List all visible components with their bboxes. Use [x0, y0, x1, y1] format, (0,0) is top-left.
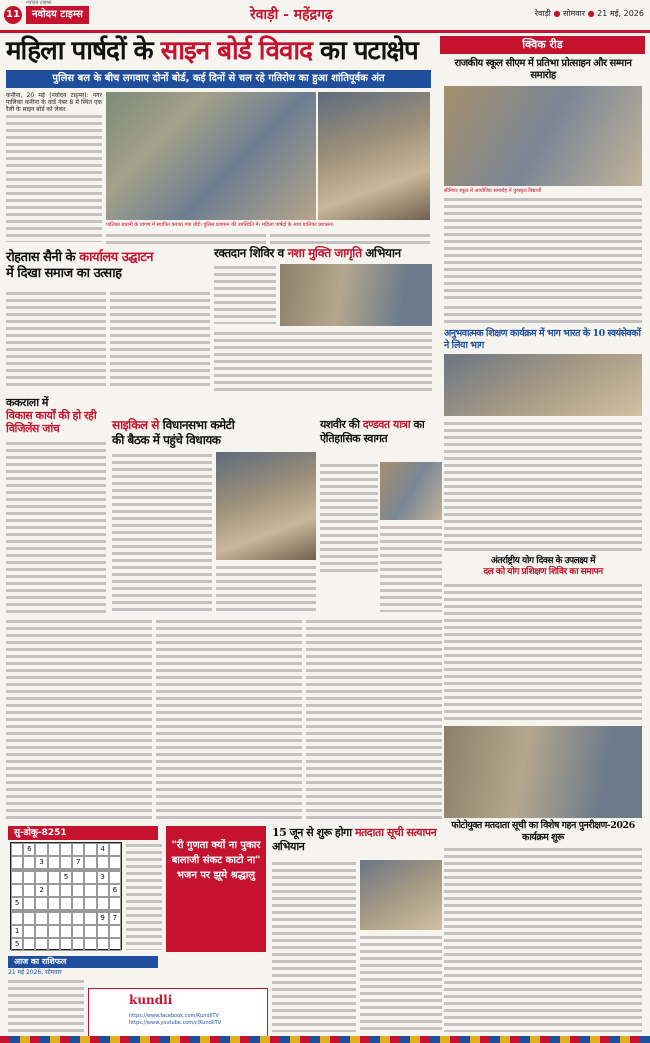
- misc-text-1: [6, 618, 152, 820]
- misc-text-2: [156, 618, 302, 820]
- quote-box: "री गुणता क्यों ना पुकार बालाजी संकट काटो ना" भजन पर झूमे श्रद्धालु: [166, 826, 266, 952]
- experiential-text: [444, 420, 642, 552]
- sudoku-cell: [23, 938, 35, 951]
- sudoku-cell: 7: [72, 856, 84, 869]
- page-number: 11: [4, 6, 22, 24]
- sudoku-cell: [109, 897, 121, 910]
- sudoku-cell: [35, 925, 47, 938]
- sudoku-cell: [97, 925, 109, 938]
- sudoku-cell: [60, 912, 72, 925]
- cycle-headline-part3: की बैठक में पहुंचे विधायक: [112, 433, 221, 447]
- sudoku-cell: [35, 897, 47, 910]
- sudoku-cell: [11, 871, 23, 884]
- rohtas-headline-part1: रोहतास सैनी के: [6, 250, 76, 265]
- yatra-headline: [320, 418, 442, 446]
- sudoku-cell: [11, 912, 23, 925]
- blood-text-2: [214, 330, 432, 392]
- masthead-rule: [0, 30, 650, 33]
- brand-logo: नवोदय टाइम्स: [26, 6, 89, 24]
- rohtas-text-2: [110, 290, 210, 390]
- sudoku-cell: 6: [109, 884, 121, 897]
- sudoku-cell: [72, 897, 84, 910]
- sudoku-cell: [97, 897, 109, 910]
- yatra-headline-part3: का ऐतिहासिक स्वागत: [320, 418, 425, 445]
- quick-read-caption: सीनियर स्कूल में आयोजित समारोह में पुरस्कृत विद्यार्थी: [444, 188, 542, 194]
- rashifal-title: आज का राशिफल: [8, 956, 158, 968]
- rohtas-headline-part2: कार्यालय उद्घाटन: [79, 250, 153, 265]
- main-headline-part3: का पटाक्षेप: [320, 36, 418, 66]
- main-story-text-3: [270, 232, 430, 246]
- cycle-headline: [112, 418, 322, 448]
- yatra-headline-part2: दण्डवत यात्रा: [362, 418, 411, 431]
- voter-list-photo: [444, 726, 642, 818]
- main-photo-caption: पालिका प्रधानी के प्रांगण में स्थापित कराया गया बोर्ड। पुलिस प्रशासन की उपस्थिति में। महिला पार्षदों के साथ पालिका प्रशासन।: [106, 222, 334, 228]
- sudoku-cell: [97, 938, 109, 951]
- sudoku-cell: [109, 843, 121, 856]
- edition-title: रेवाड़ी - महेंद्रगढ़: [250, 7, 333, 23]
- sudoku-cell: [48, 925, 60, 938]
- rashifal-text: [8, 978, 84, 1034]
- sudoku-grid: [10, 842, 122, 950]
- sudoku-cell: [84, 843, 96, 856]
- main-story-lead: कनीना, 20 मई (नवोदय टाइम्स): नगर पालिका कनीना के वार्ड नंबर 8 में स्थित एक रैली के साइन बोर्ड को लेकर: [6, 92, 102, 113]
- sudoku-cell: [48, 884, 60, 897]
- sudoku-cell: 9: [97, 912, 109, 925]
- yoga-headline-line1: अंतर्राष्ट्रीय योग दिवस के उपलक्ष्य में: [491, 556, 595, 566]
- sudoku-title: सु-डोकू-8251: [8, 826, 158, 840]
- cycle-text: [112, 452, 212, 612]
- voter-headline-part2: मतदाता सूची सत्यापन: [354, 826, 437, 839]
- kundli-ad[interactable]: [88, 988, 268, 1040]
- sudoku-cell: [23, 912, 35, 925]
- dateline-separator: ●: [587, 9, 595, 18]
- yatra-photo: [380, 462, 442, 520]
- sudoku-cell: [60, 925, 72, 938]
- sudoku-cell: [11, 884, 23, 897]
- ad-logo: kundli: [129, 993, 173, 1007]
- cycle-headline-part2: विधानसभा कमेटी: [162, 418, 235, 432]
- sudoku-cell: 2: [35, 884, 47, 897]
- main-deck: पुलिस बल के बीच लगवाए दोनों बोर्ड, कई दिनों से चल रहे गतिरोध का हुआ शांतिपूर्वक अंत: [6, 70, 431, 88]
- sudoku-cell: [11, 843, 23, 856]
- ad-link-youtube[interactable]: https://www.youtube.com/c/KundliTV: [129, 1020, 222, 1026]
- experiential-headline: अनुभवात्मक शिक्षण कार्यक्रम में भाग भारत के 10 स्वयंसेवकों ने लिया भाग: [444, 328, 641, 351]
- sudoku-cell: [48, 938, 60, 951]
- cycle-headline-part1: साइकिल से: [112, 418, 159, 432]
- main-headline-part1: महिला पार्षदों के: [6, 36, 153, 66]
- sudoku-cell: [72, 938, 84, 951]
- sudoku-cell: [72, 912, 84, 925]
- dateline-date: 21 मई, 2026: [597, 9, 644, 18]
- voter-text-2: [360, 934, 442, 1032]
- sudoku-cell: [60, 884, 72, 897]
- sudoku-cell: [97, 884, 109, 897]
- voter-headline-part1: 15 जून से शुरू होगा: [272, 826, 352, 839]
- sudoku-cell: [35, 938, 47, 951]
- rohtas-text: [6, 290, 106, 390]
- main-story-text-2: [106, 232, 266, 246]
- cycle-photo: [216, 452, 316, 560]
- blood-photo: [280, 264, 432, 326]
- sudoku-cell: 3: [97, 871, 109, 884]
- main-headline: [6, 36, 431, 66]
- kakrala-headline-part2: विकास कार्यों की हो रही विजिलेंस जांच: [6, 409, 97, 435]
- sudoku-cell: [48, 856, 60, 869]
- misc-text-3: [306, 618, 442, 820]
- ad-link-facebook[interactable]: https://www.facebook.com/KundliTV: [129, 1013, 219, 1019]
- sudoku-cell: [109, 938, 121, 951]
- sudoku-cell: [72, 871, 84, 884]
- sudoku-cell: [84, 925, 96, 938]
- experiential-photo: [444, 354, 642, 416]
- quick-read-text: [444, 196, 642, 300]
- ad-links: [129, 1013, 221, 1027]
- quick-read-title: क्विक रीड: [440, 36, 645, 54]
- blood-headline-part2: नशा मुक्ति जागृति: [287, 246, 362, 260]
- sudoku-cell: [84, 938, 96, 951]
- photo-voter-headline: फोटोयुक्त मतदाता सूची का विशेष गहन पुनरीक्षण-2026 कार्यक्रम शुरू: [451, 820, 635, 843]
- sudoku-cell: [48, 912, 60, 925]
- rohtas-headline: [6, 250, 206, 282]
- sudoku-cell: 4: [97, 843, 109, 856]
- sudoku-instructions: [126, 842, 162, 950]
- sudoku-cell: 3: [35, 856, 47, 869]
- sudoku-cell: [97, 856, 109, 869]
- voter-headline-part3: अभियान: [272, 840, 305, 853]
- right-text-3: [444, 304, 642, 326]
- sudoku-cell: [35, 843, 47, 856]
- sudoku-cell: [72, 925, 84, 938]
- quick-read-photo: [444, 86, 642, 186]
- voter-photo: [360, 860, 442, 930]
- sudoku-cell: 5: [11, 897, 23, 910]
- yatra-headline-part1: यशवीर की: [320, 418, 360, 431]
- blood-headline: [214, 246, 434, 261]
- main-story-photo-2: [318, 92, 430, 220]
- sudoku-cell: [35, 912, 47, 925]
- sudoku-cell: [48, 871, 60, 884]
- sudoku-cell: [23, 856, 35, 869]
- sudoku-cell: [84, 912, 96, 925]
- sudoku-cell: 5: [60, 871, 72, 884]
- masthead: [0, 0, 650, 30]
- sudoku-cell: [23, 925, 35, 938]
- dateline-day: सोमवार: [562, 9, 586, 18]
- yatra-text: [320, 462, 378, 572]
- rashifal-date: 21 मई 2026, सोमवार: [8, 969, 62, 976]
- sudoku-cell: [60, 938, 72, 951]
- blood-headline-part1: रक्तदान शिविर व: [214, 246, 284, 260]
- yoga-headline-line2: दल को योग प्रशिक्षण शिविर का समापन: [483, 567, 603, 577]
- sudoku-cell: 1: [11, 925, 23, 938]
- sudoku-cell: [72, 884, 84, 897]
- sudoku-cell: [84, 884, 96, 897]
- photo-voter-text: [444, 846, 642, 1032]
- sudoku-cell: [109, 871, 121, 884]
- sudoku-cell: [60, 897, 72, 910]
- text-lines: [6, 113, 102, 242]
- sudoku-cell: [84, 897, 96, 910]
- kakrala-headline-part1: ककराला में: [6, 396, 48, 409]
- yatra-text-2: [380, 524, 442, 612]
- sudoku-cell: [109, 856, 121, 869]
- sudoku-cell: [35, 871, 47, 884]
- sudoku-cell: [84, 856, 96, 869]
- rohtas-headline-part3: में दिखा समाज का उत्साह: [6, 266, 122, 281]
- sudoku-cell: [23, 871, 35, 884]
- yoga-text: [444, 582, 642, 722]
- sudoku-cell: [23, 884, 35, 897]
- main-headline-part2: साइन बोर्ड विवाद: [160, 36, 312, 66]
- sudoku-cell: [23, 897, 35, 910]
- sudoku-cell: 5: [11, 938, 23, 951]
- sudoku-cell: [84, 871, 96, 884]
- dateline-city: रेवाड़ी: [534, 9, 551, 18]
- main-story-photo: [106, 92, 316, 220]
- voter-headline: [272, 826, 442, 854]
- sudoku-cell: [60, 843, 72, 856]
- sudoku-cell: 6: [23, 843, 35, 856]
- sudoku-cell: 7: [109, 912, 121, 925]
- dateline-separator: ●: [553, 9, 561, 18]
- kakrala-headline: [6, 396, 106, 435]
- main-story-text: [6, 92, 102, 242]
- brand-small-label: नवोदय टाइम्स: [26, 0, 52, 6]
- blood-headline-part3: अभियान: [365, 246, 401, 260]
- sudoku-cell: [72, 843, 84, 856]
- kakrala-text: [6, 440, 106, 614]
- cycle-text-2: [216, 564, 316, 612]
- yoga-headline: [444, 556, 642, 578]
- sudoku-cell: [60, 856, 72, 869]
- sudoku-cell: [48, 843, 60, 856]
- sudoku-cell: [109, 925, 121, 938]
- bottom-color-strip: [0, 1036, 650, 1043]
- sudoku-cell: [48, 897, 60, 910]
- dateline: [535, 8, 644, 19]
- sudoku-cell: [11, 856, 23, 869]
- quick-read-headline: राजकीय स्कूल सीएम में प्रतिभा प्रोत्साहन और सम्मान समारोह: [454, 58, 632, 81]
- blood-text: [214, 264, 276, 324]
- voter-text: [272, 860, 356, 1032]
